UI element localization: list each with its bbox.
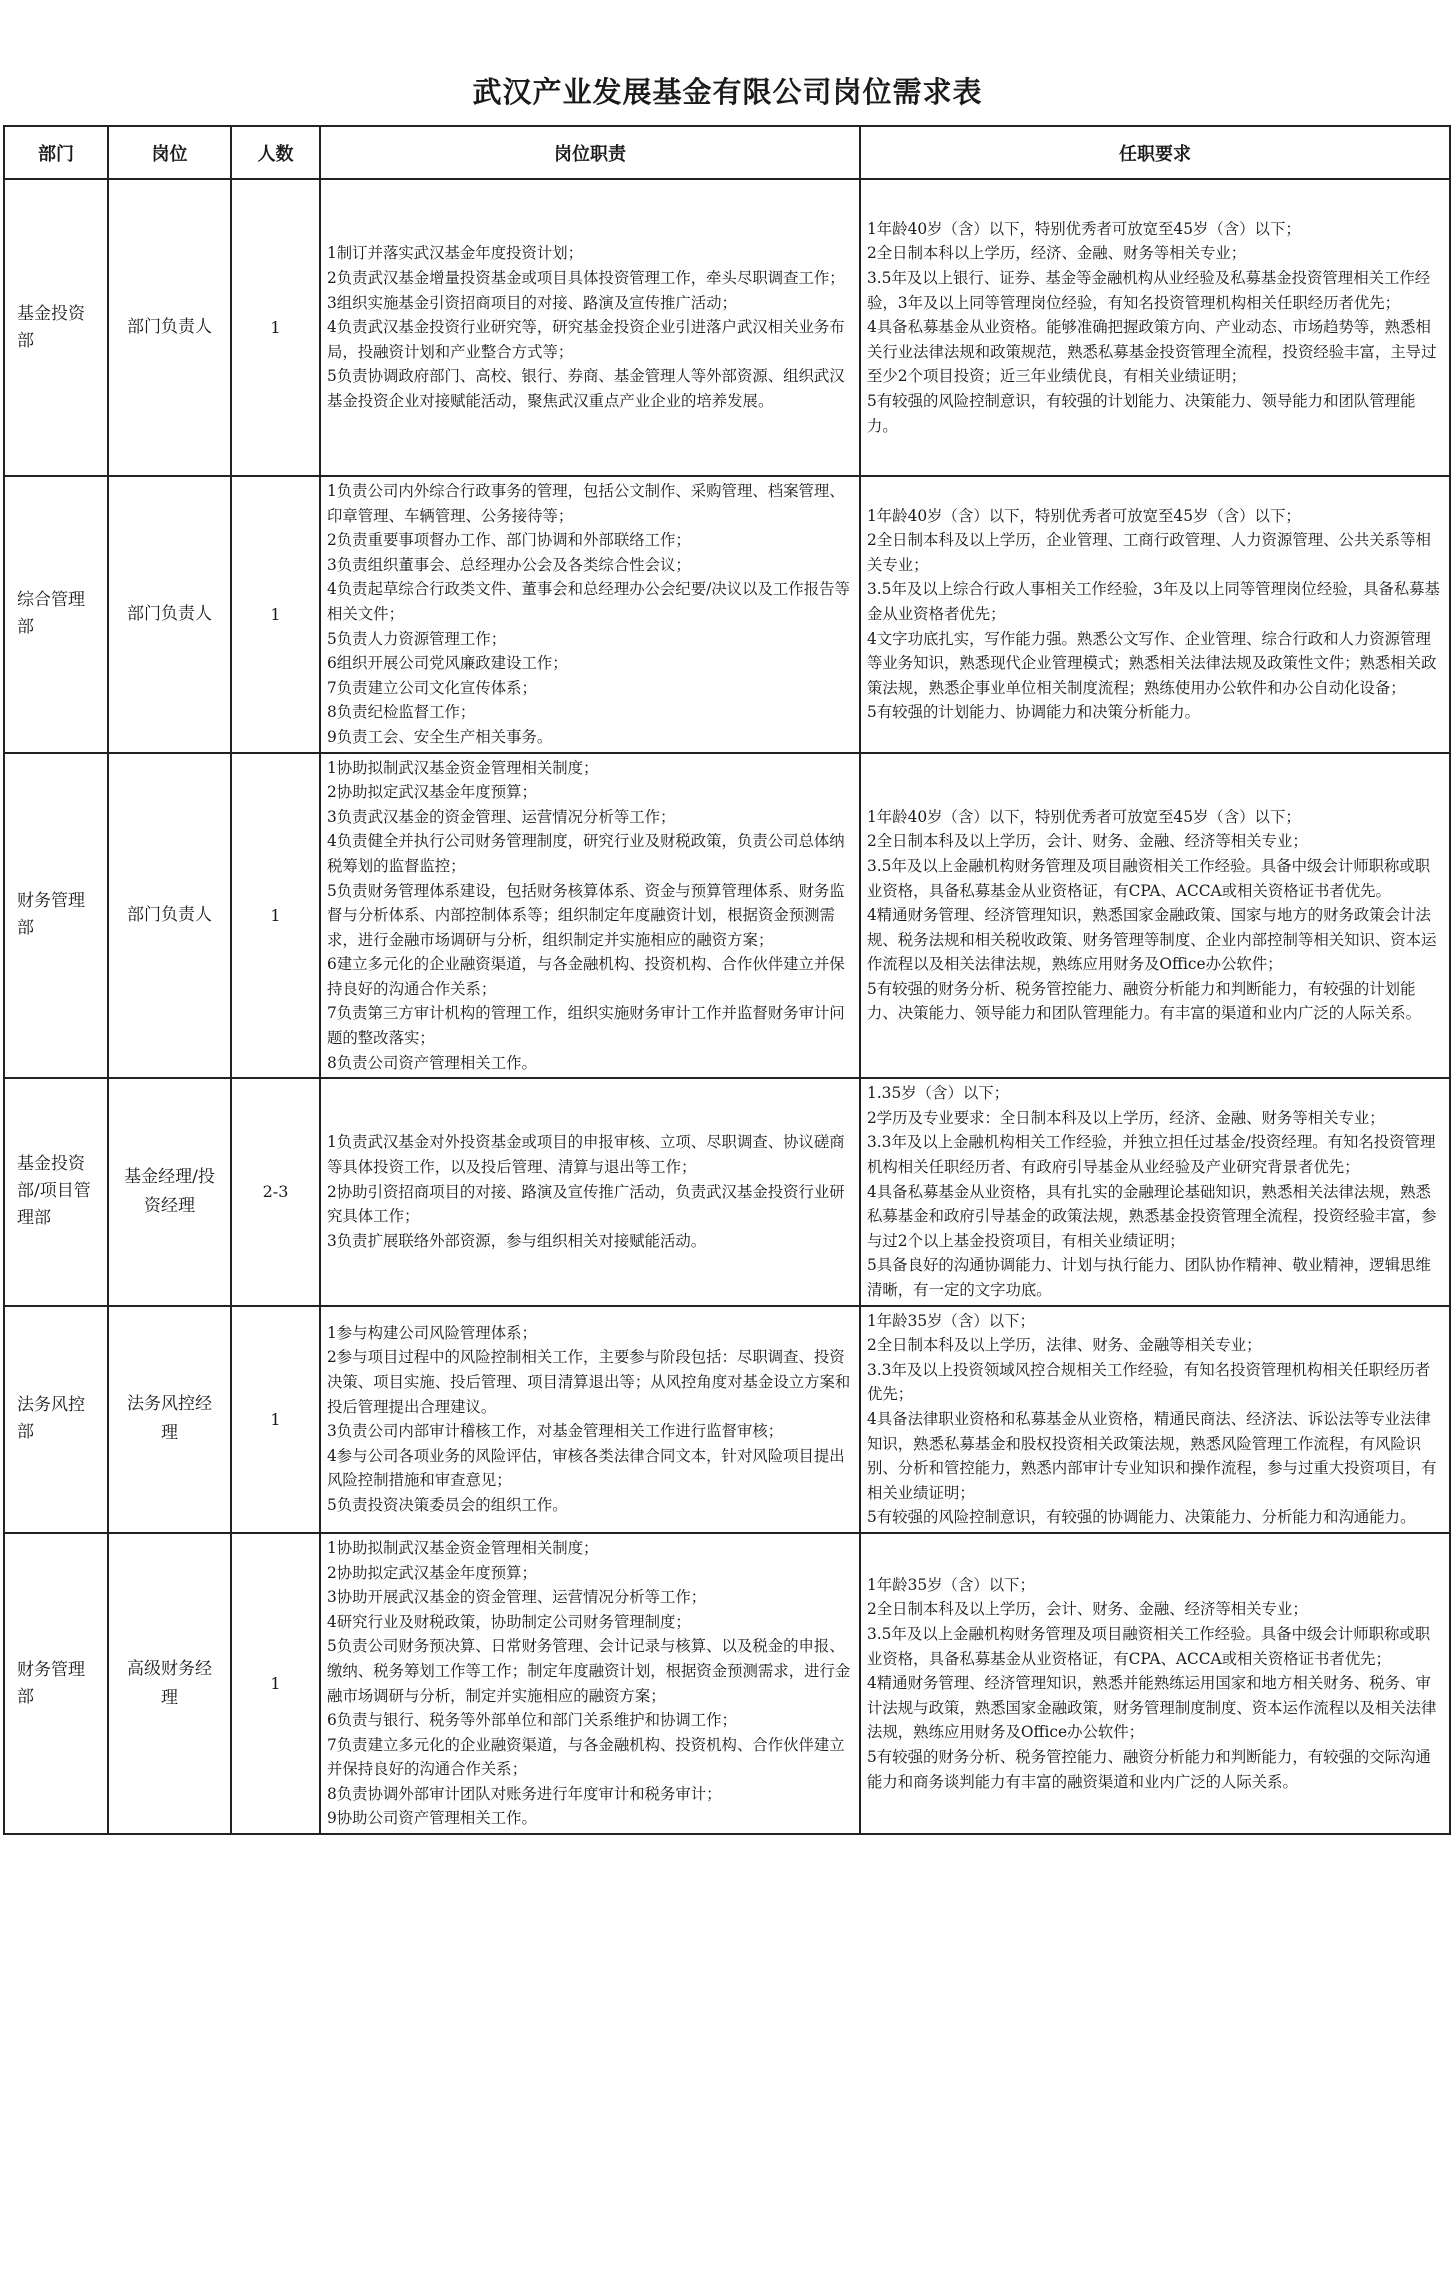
requirements-cell [860,1533,1450,1834]
duty-line: 1负责公司内外综合行政事务的管理，包括公文制作、采购管理、档案管理、印章管理、车辆管理、公务接待等； [327,482,845,525]
duty-line: 2协助拟定武汉基金年度预算； [327,783,537,802]
requirement-line: 3.5年及以上金融机构财务管理及项目融资相关工作经验。具备中级会计师职称或职业资格，具备私募基金从业资格证，有CPA、ACCA或相关资格证书者优先。 [867,856,1431,900]
requirement-line: 3.5年及以上银行、证券、基金等金融机构从业经验及私募基金投资管理相关工作经验，3年及以上同等管理岗位经验，有知名投资管理机构相关任职经历者优先； [867,269,1431,312]
requirement-line: 4文字功底扎实，写作能力强。熟悉公文写作、企业管理、综合行政和人力资源管理等业务知识，熟悉现代企业管理模式；熟悉相关法律法规及政策性文件；熟悉相关政策法规，熟悉企事业单位相关制度流程；熟练使用办公软件和办公自动化设备； [867,629,1437,697]
duties-cell [320,753,860,1079]
requirements-cell [860,753,1450,1079]
duty-line: 2参与项目过程中的风险控制相关工作，主要参与阶段包括：尽职调查、投资决策、项目实施、投后管理、项目清算退出等；从风控角度对基金设立方案和投后管理提出合理建议。 [327,1348,851,1416]
table-row [4,753,1450,1079]
requirements-cell [860,179,1450,476]
position-cell: 基金经理/投资经理 [108,1078,231,1305]
requirement-line: 3.5年及以上综合行政人事相关工作经验，3年及以上同等管理岗位经验，具备私募基金从业资格者优先； [867,580,1440,623]
duty-line: 7负责第三方审计机构的管理工作，组织实施财务审计工作并监督财务审计问题的整改落实； [327,1004,845,1048]
requirement-line: 3.3年及以上投资领域风控合规相关工作经验，有知名投资管理机构相关任职经历者优先； [867,1360,1431,1404]
requirement-line: 5具备良好的沟通协调能力、计划与执行能力、团队协作精神、敬业精神，逻辑思维清晰，有一定的文字功底。 [867,1256,1431,1299]
requirement-line: 2全日制本科及以上学历，法律、财务、金融等相关专业； [867,1336,1262,1355]
count-cell: 1 [231,1533,320,1834]
duty-line: 5负责投资决策委员会的组织工作。 [327,1496,568,1515]
requirement-line: 5有较强的风险控制意识，有较强的计划能力、决策能力、领导能力和团队管理能力。 [867,391,1416,435]
duty-line: 4参与公司各项业务的风险评估，审核各类法律合同文本，针对风险项目提出风险控制措施和审查意见； [327,1446,845,1490]
header-dept: 部门 [4,126,108,179]
requirement-line: 4精通财务管理、经济管理知识，熟悉并能熟练运用国家和地方相关财务、税务、审计法规与政策，熟悉国家金融政策，财务管理制度制度、资本运作流程以及相关法律法规，熟练应用财务及Office办公软件； [867,1674,1437,1742]
duty-line: 8负责公司资产管理相关工作。 [327,1053,537,1072]
duty-line: 5负责人力资源管理工作； [327,629,507,648]
duty-line: 1负责武汉基金对外投资基金或项目的申报审核、立项、尽职调查、协议磋商等具体投资工作，以及投后管理、清算与退出等工作； [327,1133,845,1177]
duties-cell [320,179,860,476]
count-cell: 1 [231,1306,320,1533]
duties-cell [320,1078,860,1305]
duty-line: 8负责纪检监督工作； [327,703,476,722]
requirement-line: 1年龄35岁（含）以下； [867,1575,1035,1594]
duty-line: 7负责建立多元化的企业融资渠道，与各金融机构、投资机构、合作伙伴建立并保持良好的沟通合作关系； [327,1735,845,1779]
requirement-line: 1.35岁（含）以下； [867,1084,1010,1103]
requirement-line: 4具备私募基金从业资格，具有扎实的金融理论基础知识，熟悉相关法律法规，熟悉私募基金和政府引导基金的政策法规，熟悉基金投资管理全流程，投资经验丰富，参与过2个以上基金投资项目，有相关业绩证明； [867,1182,1437,1250]
duty-line: 5负责协调政府部门、高校、银行、券商、基金管理人等外部资源、组织武汉基金投资企业对接赋能活动，聚焦武汉重点产业企业的培养发展。 [327,367,845,410]
page-title: 武汉产业发展基金有限公司岗位需求表 [472,75,983,109]
table-body [4,179,1450,1834]
header-requirements: 任职要求 [860,126,1450,179]
duty-line: 4研究行业及财税政策，协助制定公司财务管理制度； [327,1612,691,1631]
requirement-line: 2学历及专业要求：全日制本科及以上学历，经济、金融、财务等相关专业； [867,1108,1385,1127]
duty-line: 4负责起草综合行政类文件、董事会和总经理办公会纪要/决议以及工作报告等相关文件； [327,580,850,623]
requirement-line: 2全日制本科及以上学历，企业管理、工商行政管理、人力资源管理、公共关系等相关专业； [867,531,1431,574]
duty-line: 2协助引资招商项目的对接、路演及宣传推广活动，负责武汉基金投资行业研究具体工作； [327,1182,845,1226]
requirements-cell [860,1306,1450,1533]
duty-line: 9负责工会、安全生产相关事务。 [327,727,553,746]
duty-line: 3协助开展武汉基金的资金管理、运营情况分析等工作； [327,1588,707,1607]
count-cell: 2-3 [231,1078,320,1305]
duty-line: 3负责扩展联络外部资源，参与组织相关对接赋能活动。 [327,1231,707,1250]
duty-line: 8负责协调外部审计团队对账务进行年度审计和税务审计； [327,1784,722,1803]
requirement-line: 4精通财务管理、经济管理知识，熟悉国家金融政策、国家与地方的财务政策会计法规、税务法规和相关税收政策、财务管理等制度、企业内部控制等相关知识、资本运作流程以及相关法律法规，熟练应用财务及Office办公软件； [867,906,1437,974]
duty-line: 1协助拟制武汉基金资金管理相关制度； [327,1538,599,1557]
requirement-line: 1年龄40岁（含）以下，特别优秀者可放宽至45岁（含）以下； [867,807,1301,826]
dept-cell: 综合管理部 [4,476,108,753]
job-requirements-table [3,125,1451,1835]
duties-cell [320,1306,860,1533]
requirement-line: 3.5年及以上金融机构财务管理及项目融资相关工作经验。具备中级会计师职称或职业资格，具备私募基金从业资格证，有CPA、ACCA或相关资格证书者优先； [867,1625,1431,1668]
requirements-cell [860,476,1450,753]
duty-line: 1协助拟制武汉基金资金管理相关制度； [327,758,599,777]
header-duties: 岗位职责 [320,126,860,179]
requirement-line: 2全日制本科及以上学历，会计、财务、金融、经济等相关专业； [867,1600,1308,1619]
requirement-line: 4具备私募基金从业资格。能够准确把握政策方向、产业动态、市场趋势等，熟悉相关行业法律法规和政策规范，熟悉私募基金投资管理全流程，投资经验丰富，主导过至少2个项目投资；近三年业绩优良，有相关业绩证明； [867,318,1437,386]
requirement-line: 5有较强的计划能力、协调能力和决策分析能力。 [867,703,1200,722]
requirement-line: 5有较强的财务分析、税务管控能力、融资分析能力和判断能力，有较强的计划能力、决策能力、领导能力和团队管理能力。有丰富的渠道和业内广泛的人际关系。 [867,979,1422,1023]
duty-line: 4负责武汉基金投资行业研究等，研究基金投资企业引进落户武汉相关业务布局，投融资计划和产业整合方式等； [327,318,845,361]
requirement-line: 3.3年及以上金融机构相关工作经验，并独立担任过基金/投资经理。有知名投资管理机构相关任职经历者、有政府引导基金从业经验及产业研究背景者优先； [867,1133,1436,1177]
duty-line: 2负责重要事项督办工作、部门协调和外部联络工作； [327,531,691,550]
duties-cell [320,1533,860,1834]
table-header-row [4,126,1450,179]
table-row [4,179,1450,476]
dept-cell: 基金投资部 [4,179,108,476]
duty-line: 6建立多元化的企业融资渠道，与各金融机构、投资机构、合作伙伴建立并保持良好的沟通合作关系； [327,955,845,998]
requirements-cell [860,1078,1450,1305]
dept-cell: 法务风控部 [4,1306,108,1533]
dept-cell: 财务管理部 [4,1533,108,1834]
duty-line: 2负责武汉基金增量投资基金或项目具体投资管理工作，牵头尽职调查工作； [327,269,845,288]
duty-line: 5负责公司财务预决算、日常财务管理、会计记录与核算、以及税金的申报、缴纳、税务筹划工作等工作；制定年度融资计划，根据资金预测需求，进行金融市场调研与分析，制定并实施相应的融资方案； [327,1637,851,1705]
requirement-line: 5有较强的财务分析、税务管控能力、融资分析能力和判断能力，有较强的交际沟通能力和商务谈判能力有丰富的融资渠道和业内广泛的人际关系。 [867,1747,1431,1791]
position-cell: 部门负责人 [108,753,231,1079]
duty-line: 3负责组织董事会、总经理办公会及各类综合性会议； [327,555,691,574]
header-count: 人数 [231,126,320,179]
position-cell: 高级财务经理 [108,1533,231,1834]
duty-line: 9协助公司资产管理相关工作。 [327,1809,537,1828]
dept-cell: 财务管理部 [4,753,108,1079]
duty-line: 2协助拟定武汉基金年度预算； [327,1563,537,1582]
count-cell: 1 [231,476,320,753]
requirement-line: 1年龄35岁（含）以下； [867,1311,1035,1330]
table-row [4,1533,1450,1834]
duty-line: 5负责财务管理体系建设，包括财务核算体系、资金与预算管理体系、财务监督与分析体系、内部控制体系等；组织制定年度融资计划，根据资金预测需求，进行金融市场调研与分析，组织制定并实施相应的融资方案； [327,881,845,949]
position-cell: 部门负责人 [108,476,231,753]
duty-line: 3组织实施基金引资招商项目的对接、路演及宣传推广活动； [327,293,737,312]
duty-line: 1参与构建公司风险管理体系； [327,1323,537,1342]
duty-line: 1制订并落实武汉基金年度投资计划； [327,244,584,263]
position-cell: 部门负责人 [108,179,231,476]
header-position: 岗位 [108,126,231,179]
requirement-line: 1年龄40岁（含）以下，特别优秀者可放宽至45岁（含）以下； [867,506,1301,525]
requirement-line: 4具备法律职业资格和私募基金从业资格，精通民商法、经济法、诉讼法等专业法律知识，熟悉私募基金和股权投资相关政策法规，熟悉风险管理工作流程，有风险识别、分析和管控能力，熟悉内部审计专业知识和操作流程，参与过重大投资项目，有相关业绩证明； [867,1409,1437,1502]
table-row [4,1078,1450,1305]
dept-cell: 基金投资部/项目管理部 [4,1078,108,1305]
position-cell: 法务风控经理 [108,1306,231,1533]
duty-line: 3负责武汉基金的资金管理、运营情况分析等工作； [327,807,676,826]
requirement-line: 1年龄40岁（含）以下，特别优秀者可放宽至45岁（含）以下； [867,219,1301,238]
table-row [4,1306,1450,1533]
table-row [4,476,1450,753]
count-cell: 1 [231,179,320,476]
duty-line: 4负责健全并执行公司财务管理制度，研究行业及财税政策，负责公司总体纳税筹划的监督监控； [327,832,845,875]
requirement-line: 5有较强的风险控制意识，有较强的协调能力、决策能力、分析能力和沟通能力。 [867,1508,1416,1527]
duty-line: 6负责与银行、税务等外部单位和部门关系维护和协调工作； [327,1711,737,1730]
duty-line: 7负责建立公司文化宣传体系； [327,678,537,697]
requirement-line: 2全日制本科及以上学历，会计、财务、金融、经济等相关专业； [867,832,1308,851]
duty-line: 3负责公司内部审计稽核工作，对基金管理相关工作进行监督审核； [327,1422,784,1441]
duties-cell [320,476,860,753]
duty-line: 6组织开展公司党风廉政建设工作； [327,654,568,673]
requirement-line: 2全日制本科以上学历，经济、金融、财务等相关专业； [867,244,1247,263]
count-cell: 1 [231,753,320,1079]
